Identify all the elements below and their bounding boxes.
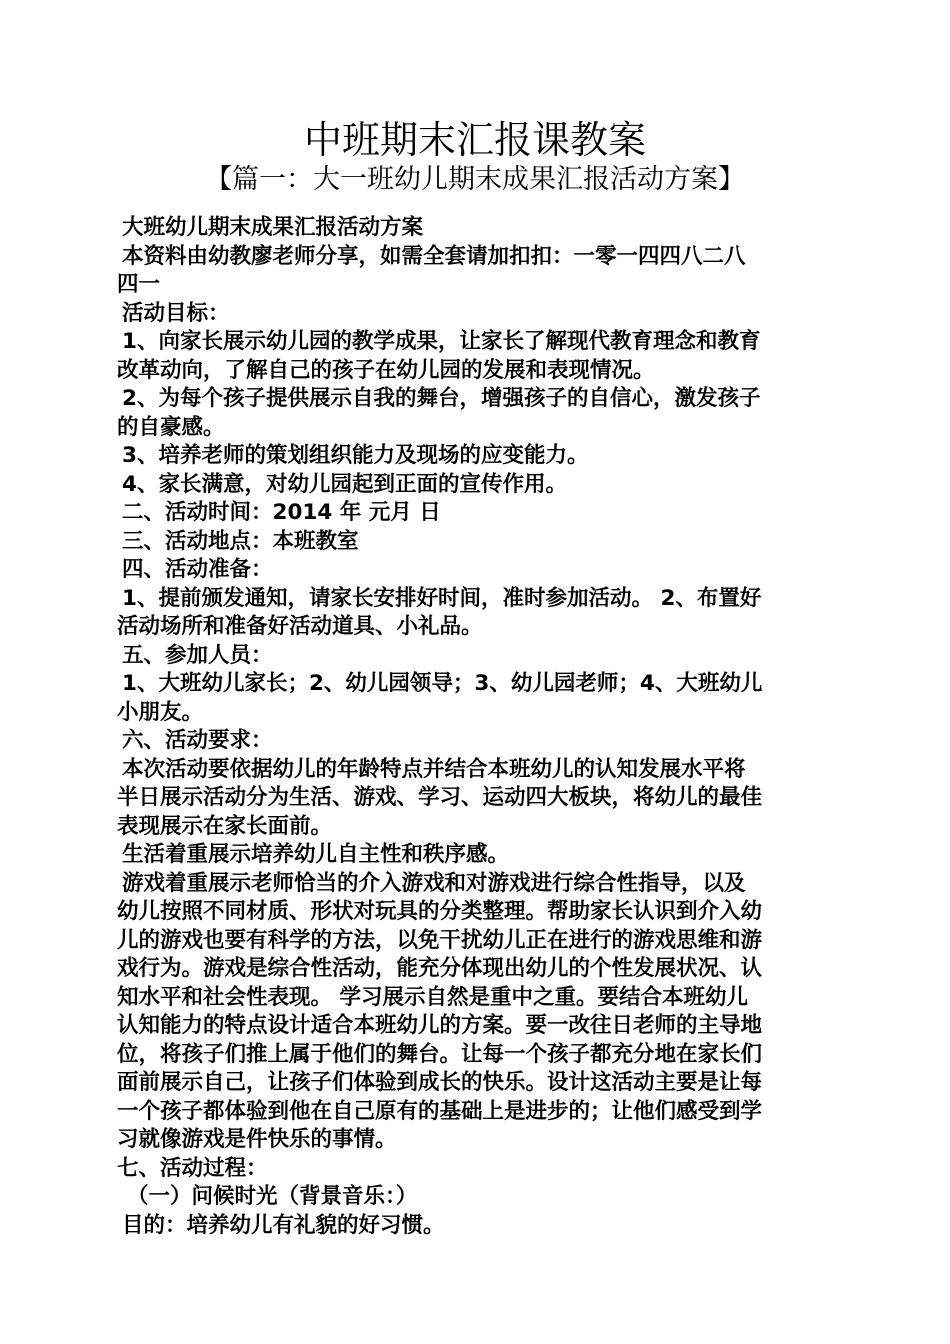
document-line: 习就像游戏是件快乐的事情。 [117,1127,397,1152]
document-line: 1、大班幼儿家长；2、幼儿园领导；3、幼儿园老师；4、大班幼儿 [122,671,763,696]
document-line: 三、活动地点：本班教室 [122,528,359,554]
document-line: 生活着重展示培养幼儿自主性和秩序感。 [122,842,510,867]
document-line: 活动目标： [122,300,230,326]
document-line: 活动场所和准备好活动道具、小礼品。 [117,614,483,639]
document-line: 目的：培养幼儿有礼貌的好习惯。 [122,1212,445,1238]
document-line: 半日展示活动分为生活、游戏、学习、运动四大板块，将幼儿的最佳 [117,785,763,810]
document-line: 面前展示自己，让孩子们体验到成长的快乐。设计这活动主要是让每 [117,1070,763,1095]
document-line: 表现展示在家长面前。 [117,813,333,839]
document-line: 认知能力的特点设计适合本班幼儿的方案。要一改往日老师的主导地 [117,1013,763,1038]
document-body [117,214,837,1240]
document-line: 游戏着重展示老师恰当的介入游戏和对游戏进行综合性指导，以及 [122,870,746,896]
document-line: （一）问候时光（背景音乐：） [127,1184,418,1209]
document-line: 二、活动时间：2014 年 元月 日 [122,500,441,525]
document-line: 本资料由幼教廖老师分享，如需全套请加扣扣：一零一四四八二八 [122,243,746,269]
document-line: 知水平和社会性表现。 学习展示自然是重中之重。要结合本班幼儿 [117,984,748,1010]
document-line: 1、向家长展示幼儿园的教学成果，让家长了解现代教育理念和教育 [122,329,761,354]
document-line: 位，将孩子们推上属于他们的舞台。让每一个孩子都充分地在家长们 [117,1041,763,1067]
document-line: 四、活动准备： [122,557,273,582]
document-line: 的自豪感。 [117,414,225,440]
document-line: 六、活动要求： [122,728,273,753]
document-line: 戏行为。游戏是综合性活动，能充分体现出幼儿的个性发展状况、认 [117,956,763,981]
document-subtitle: 【篇一：大一班幼儿期末成果汇报活动方案】 [205,164,745,195]
document-line: 大班幼儿期末成果汇报活动方案 [122,215,424,240]
document-line: 4、家长满意，对幼儿园起到正面的宣传作用。 [122,471,567,497]
document-line: 改革动向，了解自己的孩子在幼儿园的发展和表现情况。 [117,357,655,383]
document-line: 本次活动要依据幼儿的年龄特点并结合本班幼儿的认知发展水平将 [122,756,746,782]
document-line: 五、参加人员： [122,642,273,668]
document-line: 四一 [117,272,161,297]
document-line: 幼儿按照不同材质、形状对玩具的分类整理。帮助家长认识到介入幼 [117,899,763,924]
document-line: 七、活动过程： [117,1155,268,1181]
document-line: 2、为每个孩子提供展示自我的舞台，增强孩子的自信心，激发孩子 [122,386,761,411]
document-title: 中班期末汇报课教案 [303,118,646,162]
document-line: 儿的游戏也要有科学的方法，以免干扰幼儿正在进行的游戏思维和游 [117,927,763,953]
document-line: 小朋友。 [117,699,204,725]
document-line: 1、提前颁发通知，请家长安排好时间，准时参加活动。 2、布置好 [122,585,762,611]
document-line: 3、培养老师的策划组织能力及现场的应变能力。 [122,443,589,468]
document-line: 一个孩子都体验到他在自己原有的基础上是进步的；让他们感受到学 [117,1098,763,1124]
